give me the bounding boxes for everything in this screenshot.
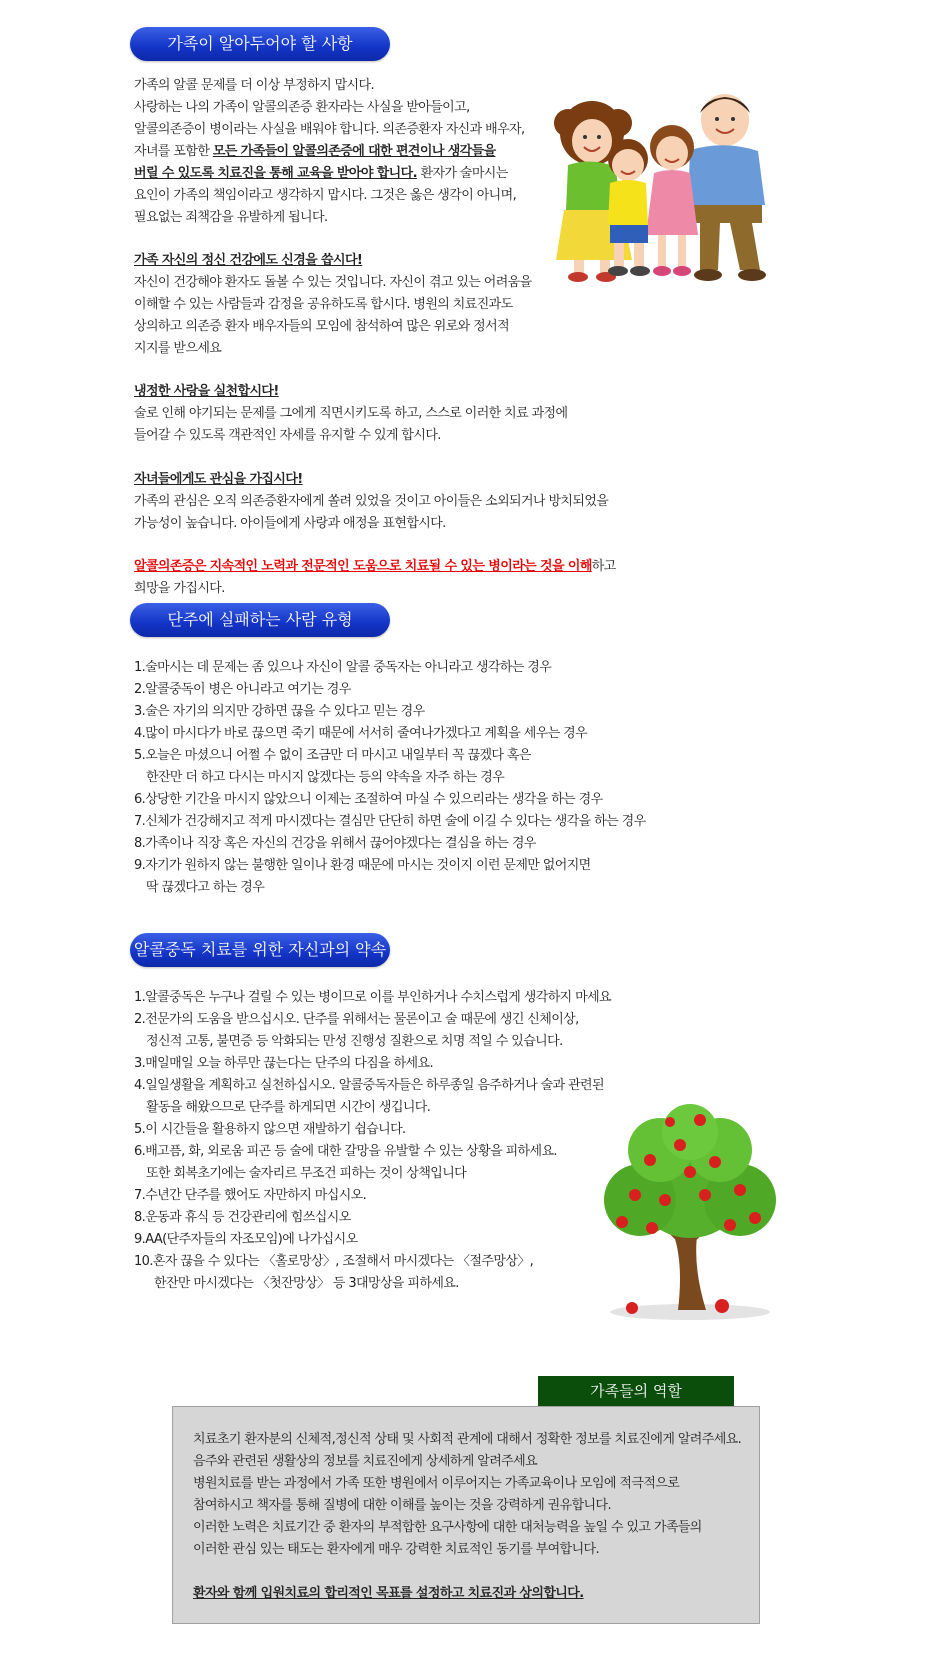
list-item: 3.매일매일 오늘 하루만 끊는다는 단주의 다짐을 하세요.	[134, 1056, 434, 1071]
list-item: 9.자기가 원하지 않는 불행한 일이나 환경 때문에 마시는 것이지 이런 문제만 없어지면 딱 끊겠다고 하는 경우	[134, 858, 591, 895]
children-paragraph: 자녀들에게도 관심을 가집시다! 가족의 관심은 오직 의존증환자에게 쏠려 있었을 것이고 아이들은 소외되거나 방치되었을 가능성이 높습니다. 아이들에게 사랑과 애정을 표현합시다.	[134, 469, 608, 535]
list-item: 8.운동과 휴식 등 건강관리에 힘쓰십시오	[134, 1210, 351, 1225]
tough-love-paragraph: 냉정한 사랑을 실천합시다! 술로 인해 야기되는 문제를 그에게 직면시키도록 하고, 스스로 이러한 치료 과정에 들어갈 수 있도록 객관적인 자세를 유지할 수 있게 합시다.	[134, 381, 567, 447]
list-item: 1.술마시는 데 문제는 좀 있으나 자신이 알콜 중독자는 아니라고 생각하는 경우	[134, 660, 552, 675]
list-item: 2.전문가의 도움을 받으십시오. 단주를 위해서는 물론이고 술 때문에 생긴 신체이상, 정신적 고통, 불면증 등 악화되는 만성 진행성 질환으로 치명 적일 수 있습니다.	[134, 1012, 579, 1049]
father-figure	[688, 94, 766, 281]
highlight-text: 알콜의존증은 지속적인 노력과 전문적인 도움으로 치료될 수 있는 병이라는 것을 이해	[134, 559, 592, 574]
list-item: 3.술은 자기의 의지만 강하면 끊을 수 있다고 믿는 경우	[134, 704, 425, 719]
list-item: 8.가족이나 직장 혹은 자신의 건강을 위해서 끊어야겠다는 결심을 하는 경우	[134, 836, 536, 851]
mental-health-heading: 가족 자신의 정신 건강에도 신경을 씁시다!	[134, 253, 363, 268]
section-title-family-role: 가족들의 역할	[538, 1376, 734, 1406]
family-illustration	[540, 85, 790, 285]
list-item: 5.오늘은 마셨으니 어쩔 수 없이 조금만 더 마시고 내일부터 꼭 끊겠다 혹은 한잔만 더 하고 다시는 마시지 않겠다는 등의 약속을 자주 하는 경우	[134, 748, 531, 785]
section-title-family-notes: 가족이 알아두어야 할 사항	[130, 27, 390, 61]
apple-tree-illustration	[580, 1100, 800, 1325]
list-item: 1.알콜중독은 누구나 걸릴 수 있는 병이므로 이를 부인하거나 수치스럽게 생각하지 마세요	[134, 990, 612, 1005]
list-item: 6.상당한 기간을 마시지 않았으니 이제는 조절하여 마실 수 있으리라는 생각을 하는 경우	[134, 792, 603, 807]
daughter-figure	[646, 125, 698, 276]
family-role-box: 치료초기 환자분의 신체적,정신적 상태 및 사회적 관계에 대해서 정확한 정보를 치료진에게 알려주세요. 음주와 관련된 생활상의 정보를 치료진에게 상세하게 알려주세요 병원치료를 받는 과정에서 가족 또한 병원에서 이루어지는 가족교육이나 모임에 적극적으로 참여하시고 책자를 통해 질병에 대한 이해를 높이는 것을 강력하게 권유합니다. 이러한 노력은 치료기간 중 환자의 부적합한 요구사항에 대한 대처능력을 높일 수 있고 가족들의 이러한 관심 있는 태도는 환자에게 매우 강력한 치료적인 동기를 부여합니다. 환자와 함께 입원치료의 합리적인 목표를 설정하고 치료진과 상의합니다.	[172, 1406, 760, 1624]
failure-types-list	[134, 657, 646, 899]
tough-love-heading: 냉정한 사랑을 실천합시다!	[134, 384, 279, 399]
list-item: 7.수년간 단주를 했어도 자만하지 마십시오.	[134, 1188, 367, 1203]
list-item: 10.혼자 끊을 수 있다는 〈홀로망상〉, 조절해서 마시겠다는 〈절주망상〉, 한잔만 마시겠다는 〈첫잔망상〉 등 3대망상을 피하세요.	[134, 1254, 534, 1291]
family-intro-paragraph: 가족의 알콜 문제를 더 이상 부정하지 맙시다. 사랑하는 나의 가족이 알콜의존증 환자라는 사실을 받아들이고, 알콜의존증이 병이라는 사실을 배워야 합니다. 의존증환자 자신과 배우자, 자녀를 포함한 모든 가족들이 알콜의존증에 대한 편견이나 생각들을 버릴 수 있도록 치료진을 통해 교육을 받아야 합니다. 환자가 술마시는 요인이 가족의 책임이라고 생각하지 맙시다. 그것은 옳은 생각이 아니며, 필요없는 죄책감을 유발하게 됩니다.	[134, 78, 525, 225]
section-title-self-promise: 알콜중독 치료를 위한 자신과의 약속	[130, 933, 390, 967]
list-item: 4.일일생활을 계획하고 실천하십시오. 알콜중독자들은 하루종일 음주하거나 술과 관련된 활동을 해왔으므로 단주를 하게되면 시간이 생깁니다.	[134, 1078, 604, 1115]
hope-paragraph: 알콜의존증은 지속적인 노력과 전문적인 도움으로 치료될 수 있는 병이라는 것을 이해하고 희망을 가집시다.	[134, 559, 616, 596]
list-item: 7.신체가 건강해지고 적게 마시겠다는 결심만 단단히 하면 술에 이길 수 있다는 생각을 하는 경우	[134, 814, 646, 829]
list-item: 4.많이 마시다가 바로 끊으면 죽기 때문에 서서히 줄여나가겠다고 계획을 세우는 경우	[134, 726, 588, 741]
family-role-closing: 환자와 함께 입원치료의 합리적인 목표를 설정하고 치료진과 상의합니다.	[193, 1586, 584, 1601]
list-item: 2.알콜중독이 병은 아니라고 여기는 경우	[134, 682, 351, 697]
list-item: 9.AA(단주자들의 자조모임)에 나가십시오	[134, 1232, 358, 1247]
mental-health-paragraph: 가족 자신의 정신 건강에도 신경을 씁시다! 자신이 건강해야 환자도 돌볼 수 있는 것입니다. 자신이 겪고 있는 어려움을 이해할 수 있는 사람들과 감정을 공유하도록 합시다. 병원의 치료진과도 상의하고 의존증 환자 배우자들의 모임에 참석하여 많은 위로와 정서적 지지를 받으세요	[134, 250, 532, 360]
self-promise-list	[134, 987, 611, 1295]
children-heading: 자녀들에게도 관심을 가집시다!	[134, 472, 303, 487]
list-item: 6.배고픔, 화, 외로움 피곤 등 술에 대한 갈망을 유발할 수 있는 상황을 피하세요. 또한 회복초기에는 술자리르 무조건 피하는 것이 상책입니다	[134, 1144, 557, 1181]
list-item: 5.이 시간들을 활용하지 않으면 재발하기 쉽습니다.	[134, 1122, 406, 1137]
section-title-failure-types: 단주에 실패하는 사람 유형	[130, 603, 390, 637]
